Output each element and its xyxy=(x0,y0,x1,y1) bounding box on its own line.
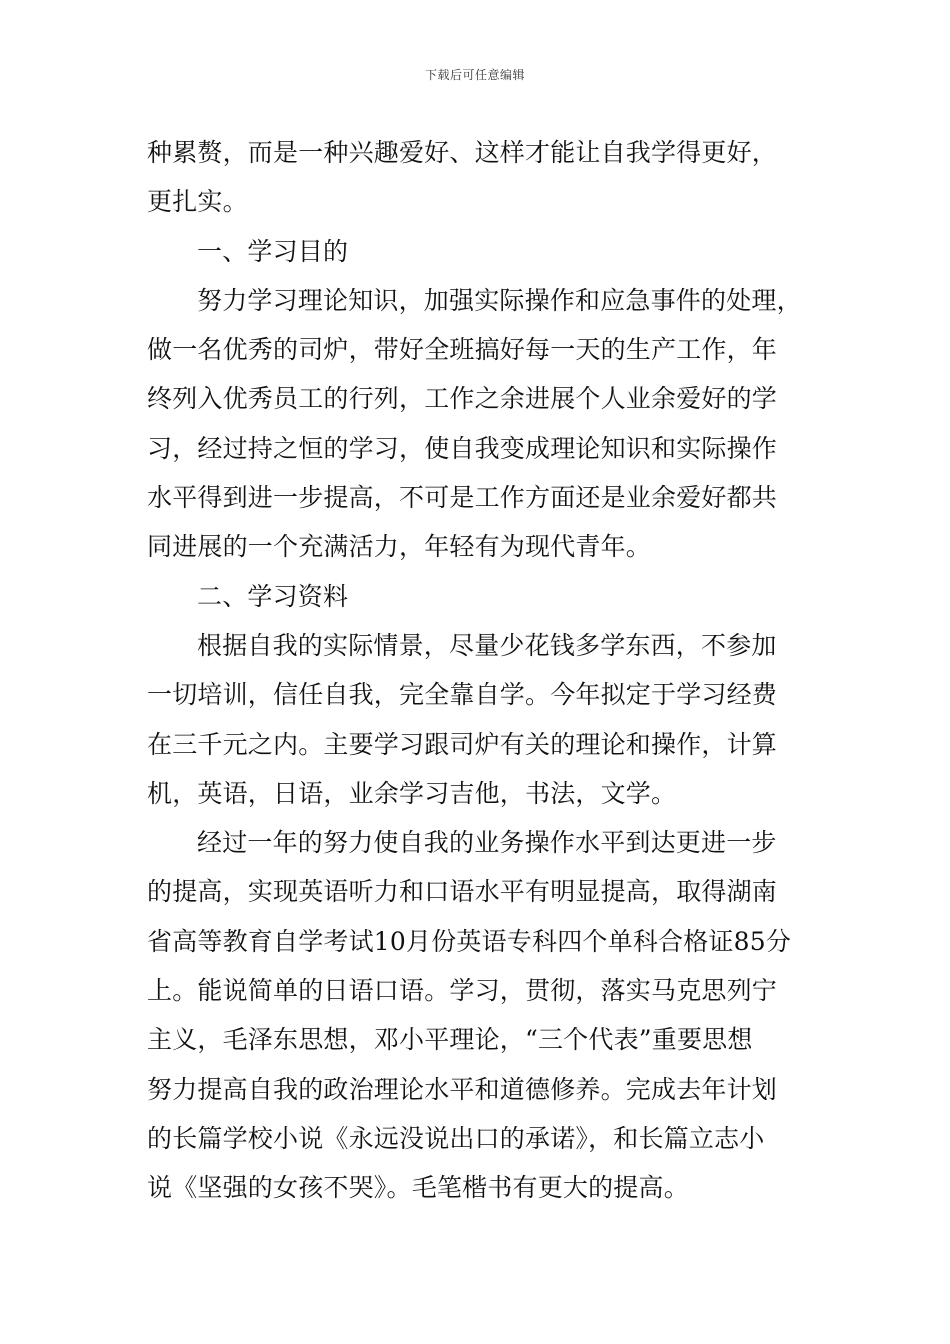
text-line: 主义，毛泽东思想，邓小平理论，“三个代表”重要思想 xyxy=(147,1025,753,1055)
text-line: 水平得到进一步提高，不可是工作方面还是业余爱好都共 xyxy=(147,483,778,513)
text-line: 的长篇学校小说《永远没说出口的承诺》，和长篇立志小 xyxy=(147,1123,765,1153)
text-line: 在三千元之内。主要学习跟司炉有关的理论和操作，计算 xyxy=(147,729,778,759)
text-line: 根据自我的实际情景，尽量少花钱多学东西，不参加 xyxy=(197,630,777,660)
section-heading: 二、学习资料 xyxy=(197,581,349,611)
text-line: 努力提高自我的政治理论水平和道德修养。完成去年计划 xyxy=(147,1074,778,1104)
text-line: 经过一年的努力使自我的业务操作水平到达更进一步 xyxy=(197,828,777,858)
text-line: 机，英语，日语，业余学习吉他，书法，文学。 xyxy=(147,778,677,808)
text-line: 上。能说简单的日语口语。学习，贯彻，落实马克思列宁 xyxy=(147,976,778,1006)
text-line: 同进展的一个充满活力，年轻有为现代青年。 xyxy=(147,532,652,562)
text-line: 省高等教育自学考试10月份英语专科四个单科合格证85分 xyxy=(147,926,792,956)
section-heading: 一、学习目的 xyxy=(197,236,349,266)
text-line: 种累赘，而是一种兴趣爱好、这样才能让自我学得更好， xyxy=(147,138,778,167)
text-line: 说《坚强的女孩不哭》。毛笔楷书有更大的提高。 xyxy=(147,1173,689,1203)
text-line: 的提高，实现英语听力和口语水平有明显提高，取得湖南 xyxy=(147,877,778,907)
text-line: 更扎实。 xyxy=(147,187,248,217)
text-line: 努力学习理论知识，加强实际操作和应急事件的处理， xyxy=(197,285,802,315)
text-line: 习，经过持之恒的学习，使自我变成理论知识和实际操作 xyxy=(147,433,778,463)
document-body xyxy=(147,128,807,1213)
text-line: 终列入优秀员工的行列，工作之余进展个人业余爱好的学 xyxy=(147,384,778,414)
text-line: 一切培训，信任自我，完全靠自学。今年拟定于学习经费 xyxy=(147,680,778,710)
page-header-note: 下载后可任意编辑 xyxy=(424,68,525,82)
text-line: 做一名优秀的司炉，带好全班搞好每一天的生产工作，年 xyxy=(147,335,778,365)
